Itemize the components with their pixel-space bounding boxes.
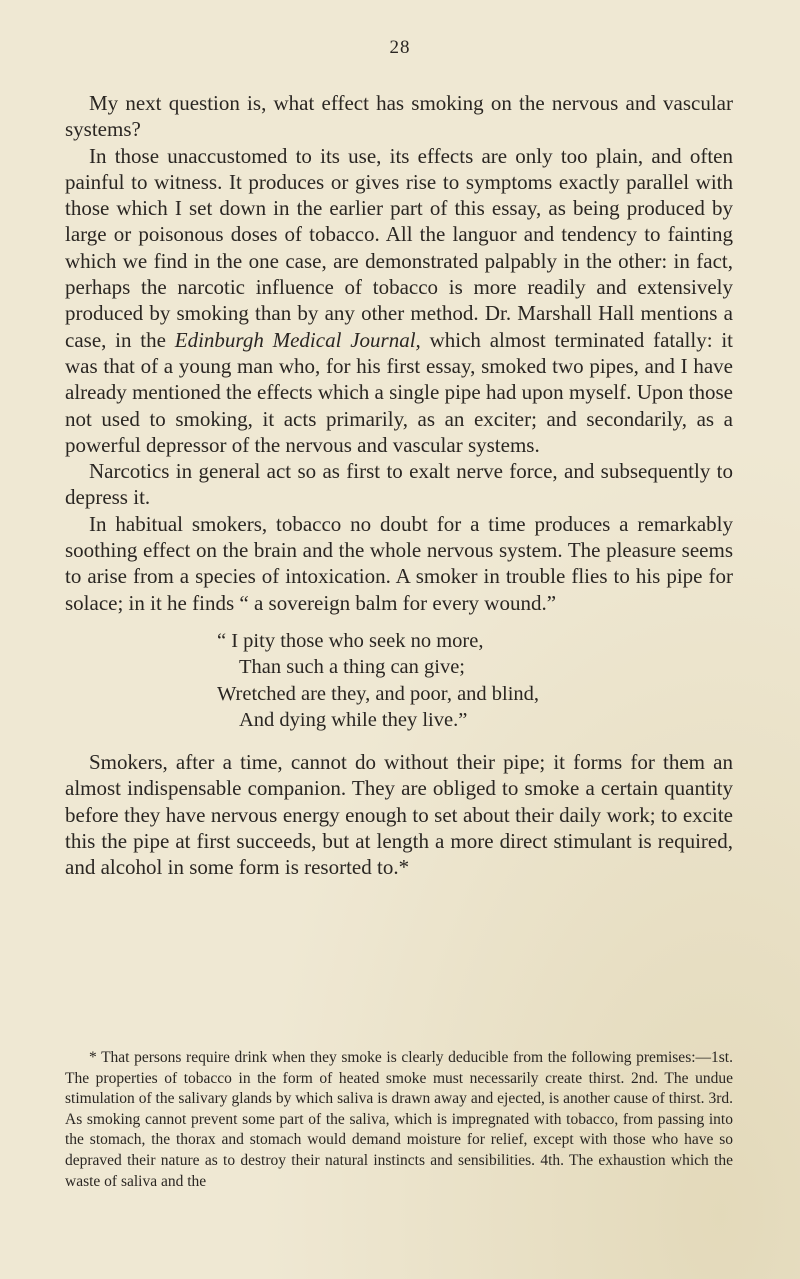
journal-title: Edinburgh Medical Journal, bbox=[174, 327, 421, 352]
footnote: * That persons require drink when they smoke is clearly deducible from the following premises:—1st. The properties of tobacco in the form of heated smoke must necessarily create thirst. 2nd. The undue stimulation of the salivary glands by which saliva is drawn away and ejected, is another cause of thirst. 3rd. As smoking cannot prevent some part of the saliva, which is impregnated with tobacco, from passing into the stomach, the thorax and stomach would demand moisture for relief, except with those who have so depraved their nature as to destroy their natural instincts and sensibilities. 4th. The exhaustion which the waste of saliva and the bbox=[65, 1049, 733, 1190]
paragraph-habitual-smokers: In habitual smokers, tobacco no doubt for a time produces a remarkably soothing effect on the brain and the whole nervous system. The pleasure seems to arise from a species of intoxication. A smoker in trouble flies to his pipe for solace; in it he finds “ a sovereign balm for every wound.” bbox=[65, 511, 733, 615]
poem-quotation bbox=[65, 628, 733, 734]
body-text bbox=[65, 90, 733, 880]
paragraph-effects-continued: which almost terminated fatally: it was that of a young man who, for his first essay, smoked two pipes, and I have already mentioned the effects which a single pipe had upon myself. Upon those not used to smoking, it acts primarily, as an exciter; and secondarily, as a powerful depressor of the nervous and vascular systems. bbox=[65, 327, 734, 457]
page-number: 28 bbox=[389, 37, 411, 58]
poem-line: “ I pity those who seek no more, bbox=[217, 629, 484, 652]
poem-line: Wretched are they, and poor, and blind, bbox=[217, 682, 540, 705]
paragraph-dependence: Smokers, after a time, cannot do without their pipe; it forms for them an almost indispensable companion. They are obliged to smoke a certain quantity before they have nervous energy enough to set about their daily work; to excite this the pipe at first succeeds, but at length a more direct stimulant is required, and alcohol in some form is resorted to.* bbox=[65, 749, 733, 880]
paragraph-narcotics: Narcotics in general act so as first to exalt nerve force, and subsequently to depress it. bbox=[65, 459, 733, 510]
poem-line: And dying while they live.” bbox=[239, 709, 468, 732]
paragraph-question: My next question is, what effect has smoking on the nervous and vascular systems? bbox=[65, 91, 733, 142]
poem-line: Than such a thing can give; bbox=[239, 656, 466, 679]
paragraph-effects bbox=[65, 143, 733, 459]
paragraph-effects-text: In those unaccustomed to its use, its effects are only too plain, and often painful to witness. It produces or gives rise to symptoms exactly parallel with those which I set down in the earlier part of this essay, as being produced by large or poisonous doses of tobacco. All the languor and tendency to fainting which we find in the one case, are demonstrated palpably in the other: in fact, perhaps the narcotic influence of tobacco is more readily and extensively produced by smoking than by any other method. Dr. Marshall Hall mentions a case, in the bbox=[65, 143, 733, 352]
